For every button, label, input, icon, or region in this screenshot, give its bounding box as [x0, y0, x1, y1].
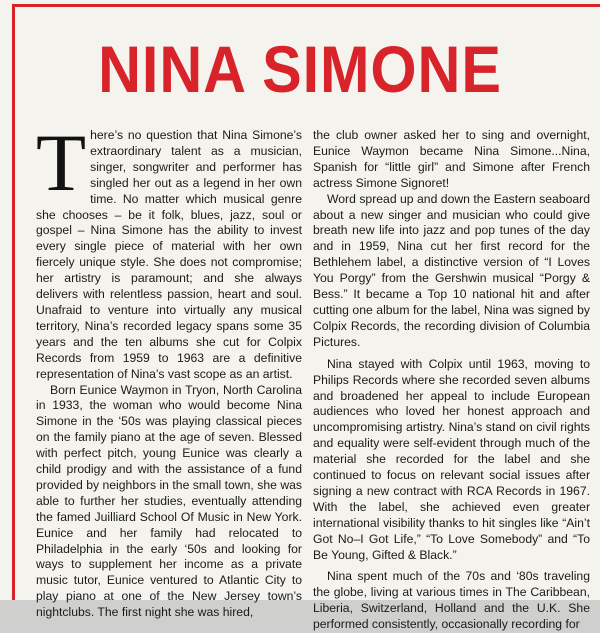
drop-cap: T [36, 117, 87, 208]
article-paragraph: Born Eunice Waymon in Tryon, North Carolina in 1933, the woman who would become Nina Simone in the ‘50s was playing classical pieces on the family piano at the age of seven. Blessed with perfect pitch, young Eunice was clearly a child prodigy and with the assistance of a fund provided by neighbors in the small town, she was able to further her studies, eventually attending the famed Juilliard School Of Music in New York. Eunice and her family had relocated to Philadelphia in the early ‘50s and looking for ways to supplement her income as a private music tutor, Eunice ventured to Atlantic City to play piano at one of the New Jersey town’s nightclubs. The first night she was hired, [36, 382, 302, 620]
article-column-left [36, 117, 302, 621]
article-paragraph: Word spread up and down the Eastern seaboard about a new singer and musician who could give breath new life into jazz and pop tunes of the day and in 1959, Nina cut her first record for the Bethlehem label, a distinctive version of “I Loves You Porgy” from the Gershwin musical “Porgy & Bess.” It became a Top 10 national hit and after cutting one album for the label, Nina was signed by Colpix Records, the recording division of Columbia Pictures. [313, 191, 590, 349]
page-title: NINA SIMONE [98, 32, 502, 106]
red-border-left [12, 4, 15, 600]
article-column-right [313, 128, 590, 633]
article-paragraph: Nina spent much of the 70s and ‘80s traveling the globe, living at various times in The Caribbean, Liberia, Switzerland, Holland and the U.K. She performed consistently, occasionally recording for [313, 569, 590, 632]
article-paragraph [36, 117, 302, 383]
paragraph-text: here’s no question that Nina Simone’s extraordinary talent as a musician, singer, songwriter and performer has singled her out as a legend in her own time. No matter which musical genre she chooses – be it folk, blues, jazz, soul or gospel – Nina Simone has the ability to invest every single piece of material with her own fiercely unique style. She does not compromise; her artistry is paramount; and she always delivers with relentless passion, heart and soul. Unafraid to venture into virtually any musical territory, Nina’s recorded legacy spans some 35 years and the ten albums she cut for Colpix Records from 1959 to 1963 are a definitive representation of Nina’s vast scope as an artist. [36, 128, 302, 381]
article-paragraph: Nina stayed with Colpix until 1963, moving to Philips Records where she recorded seven albums and broadened her appeal to include European audiences who loved her honest approach and uncompromising artistry. Nina’s stand on civil rights and equality were self-evident through much of the material she recorded for the label and she continued to focus on relevant social issues after signing a new contract with RCA Records in 1967. With the label, she achieved even greater international visibility thanks to hit singles like “Ain’t Got No–I Got Life,” “To Love Somebody” and “To Be Young, Gifted & Black.” [313, 356, 590, 562]
article-paragraph: the club owner asked her to sing and overnight, Eunice Waymon became Nina Simone...Nina, Spanish for “little girl” and Simone after French actress Simone Signoret! [313, 128, 590, 190]
red-border-top [12, 4, 600, 7]
